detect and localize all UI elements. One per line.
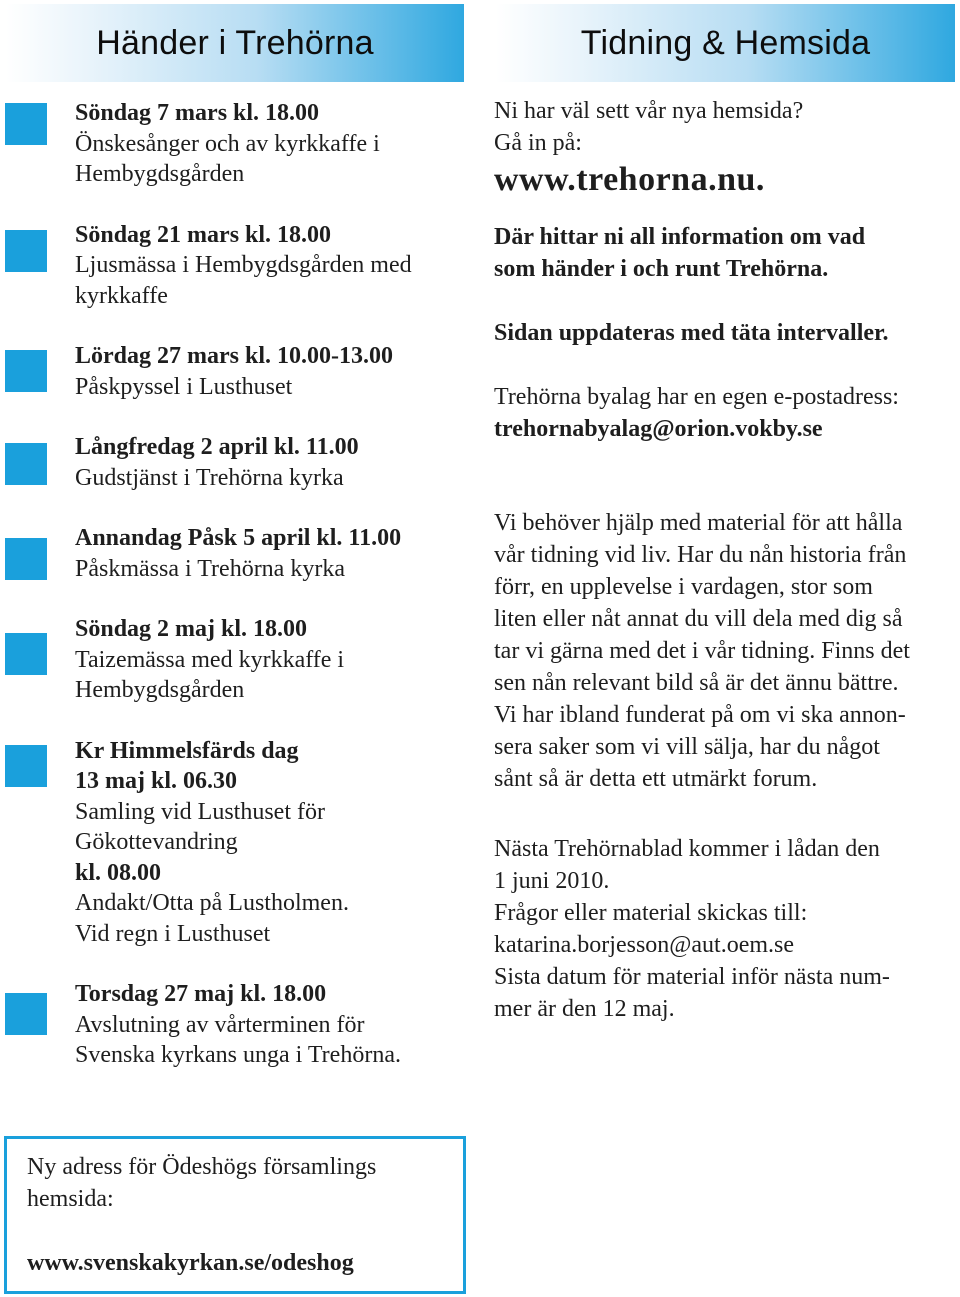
event-item xyxy=(75,220,475,312)
event-date: Söndag 7 mars kl. 18.00 xyxy=(75,100,320,126)
website-link[interactable]: www.trehorna.nu. xyxy=(494,161,765,198)
bullet-square-icon xyxy=(5,230,47,272)
left-header-title: Händer i Trehörna xyxy=(96,24,374,62)
event-desc: Gökottevandring xyxy=(75,829,238,855)
event-desc: Vid regn i Lusthuset xyxy=(75,920,271,947)
parish-address-box xyxy=(4,1136,466,1294)
next-line: mer är den 12 maj. xyxy=(494,996,675,1022)
event-date: Lördag 27 mars kl. 10.00-13.00 xyxy=(75,343,393,369)
bullet-square-icon xyxy=(5,633,47,675)
help-line: tar vi gärna med det i vår tidning. Finns det xyxy=(494,638,910,664)
event-desc: Svenska kyrkans unga i Trehörna. xyxy=(75,1042,401,1068)
left-header-banner xyxy=(6,4,464,82)
event-desc: Andakt/Otta på Lustholmen. xyxy=(75,890,349,916)
newsletter-column xyxy=(494,95,956,1025)
parish-website-link[interactable]: www.svenskakyrkan.se/odeshog xyxy=(27,1250,354,1276)
events-list xyxy=(75,98,475,1071)
bullet-square-icon xyxy=(5,538,47,580)
right-header-title: Tidning & Hemsida xyxy=(580,24,871,62)
event-desc: Påskmässa i Trehörna kyrka xyxy=(75,555,345,582)
contact-email[interactable]: katarina.borjesson@aut.oem.se xyxy=(494,932,795,958)
event-desc: Taizemässa med kyrkkaffe i xyxy=(75,646,345,673)
event-desc: Ljusmässa i Hembygdsgården med xyxy=(75,252,412,278)
event-date: Långfredag 2 april kl. 11.00 xyxy=(75,434,359,460)
help-line: sen nån relevant bild så är det ännu bättre. xyxy=(494,670,899,696)
event-item xyxy=(75,432,475,493)
help-line: sera saker som vi vill sälja, har du något xyxy=(494,734,880,760)
help-line: förr, en upplevelse i vardagen, stor som xyxy=(494,574,873,600)
next-issue-paragraph xyxy=(494,833,956,1025)
event-desc: Önskesånger och av kyrkkaffe i xyxy=(75,130,380,157)
event-desc: Samling vid Lusthuset för xyxy=(75,798,325,825)
update-note: Sidan uppdateras med täta intervaller. xyxy=(494,320,889,346)
box-text: Ny adress för Ödeshögs församlings xyxy=(27,1154,377,1180)
event-item xyxy=(75,736,475,950)
event-time: 13 maj kl. 06.30 xyxy=(75,768,237,794)
next-line: Nästa Trehörnablad kommer i lådan den xyxy=(494,836,880,862)
email-address[interactable]: trehornabyalag@orion.vokby.se xyxy=(494,416,823,442)
info-text: Där hittar ni all information om vad xyxy=(494,224,866,250)
bullet-square-icon xyxy=(5,993,47,1035)
event-desc: Påskpyssel i Lusthuset xyxy=(75,373,293,400)
event-date: Söndag 2 maj kl. 18.00 xyxy=(75,616,308,642)
event-item xyxy=(75,614,475,706)
intro-text: Gå in på: xyxy=(494,130,582,156)
event-item xyxy=(75,341,475,402)
event-date: Söndag 21 mars kl. 18.00 xyxy=(75,221,332,248)
bullet-square-icon xyxy=(5,350,47,392)
next-line: 1 juni 2010. xyxy=(494,868,610,894)
box-text: hemsida: xyxy=(27,1186,114,1212)
help-line: vår tidning vid liv. Har du nån historia från xyxy=(494,542,907,568)
event-desc: Avslutning av vårterminen för xyxy=(75,1011,365,1038)
bullet-square-icon xyxy=(5,103,47,145)
event-item xyxy=(75,979,475,1071)
help-line: sånt så är detta ett utmärkt forum. xyxy=(494,766,818,792)
event-desc: Hembygdsgården xyxy=(75,161,245,187)
help-line: Vi behöver hjälp med material för att hålla xyxy=(494,510,903,536)
event-date: Torsdag 27 maj kl. 18.00 xyxy=(75,981,327,1007)
event-item xyxy=(75,98,475,190)
bullet-square-icon xyxy=(5,443,47,485)
help-paragraph xyxy=(494,507,956,795)
next-line: Frågor eller material skickas till: xyxy=(494,900,808,926)
help-line: Vi har ibland funderat på om vi ska annon- xyxy=(494,702,906,728)
info-text: som händer i och runt Trehörna. xyxy=(494,256,829,282)
right-header-banner xyxy=(496,4,955,82)
bullet-square-icon xyxy=(5,745,47,787)
event-desc: Hembygdsgården xyxy=(75,677,245,703)
event-time: kl. 08.00 xyxy=(75,859,162,886)
email-intro: Trehörna byalag har en egen e-postadress: xyxy=(494,384,899,410)
intro-text: Ni har väl sett vår nya hemsida? xyxy=(494,98,804,124)
event-date: Kr Himmelsfärds dag xyxy=(75,737,299,764)
event-desc: kyrkkaffe xyxy=(75,282,168,309)
help-line: liten eller nåt annat du vill dela med dig så xyxy=(494,606,903,632)
event-item xyxy=(75,523,475,584)
event-desc: Gudstjänst i Trehörna kyrka xyxy=(75,464,344,491)
event-date: Annandag Påsk 5 april kl. 11.00 xyxy=(75,525,402,551)
next-line: Sista datum för material inför nästa num- xyxy=(494,964,890,990)
